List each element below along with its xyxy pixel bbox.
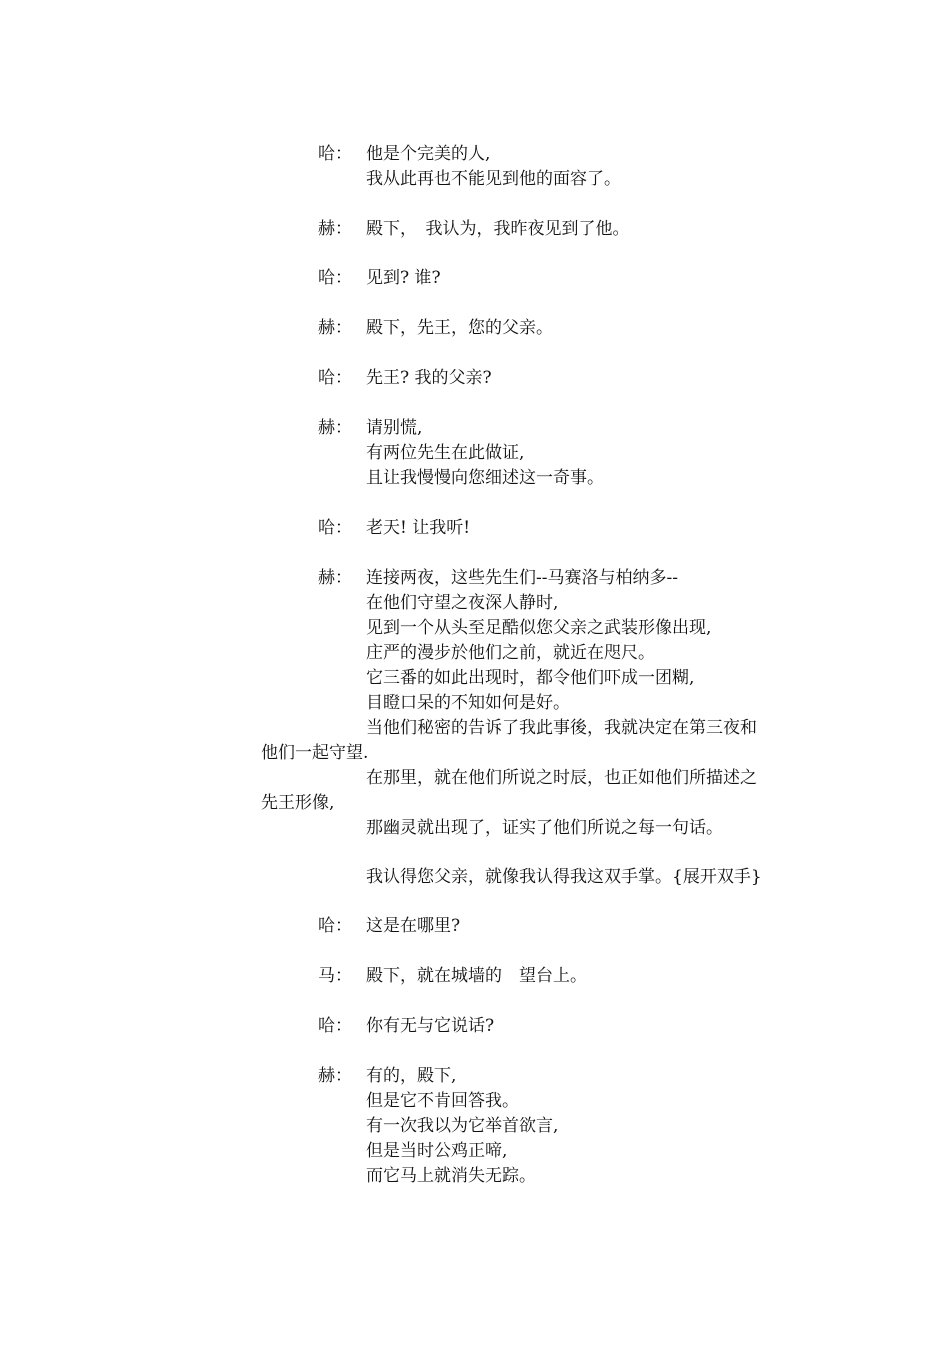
speaker-label: 哈： bbox=[318, 368, 352, 388]
dialogue-line: 殿下，先王，您的父亲。 bbox=[366, 318, 553, 338]
dialogue-line: 但是当时公鸡正啼, bbox=[366, 1141, 508, 1161]
speaker-label: 哈： bbox=[318, 916, 352, 936]
dialogue-line: 老天! 让我听! bbox=[366, 518, 471, 538]
dialogue-line: 有一次我以为它举首欲言, bbox=[366, 1116, 559, 1136]
dialogue-line: 见到? 谁? bbox=[366, 268, 441, 288]
speaker-label: 哈： bbox=[318, 144, 352, 164]
dialogue-line: 殿下，就在城墙的 望台上。 bbox=[366, 966, 587, 986]
dialogue-line-wrapped: 先王形像, bbox=[261, 793, 335, 813]
dialogue-line: 那幽灵就出现了，证实了他们所说之每一句话。 bbox=[366, 818, 723, 838]
speaker-label: 哈： bbox=[318, 1016, 352, 1036]
speaker-label: 马： bbox=[318, 966, 352, 986]
dialogue-line: 先王? 我的父亲? bbox=[366, 368, 492, 388]
dialogue-line-wrapped: 他们一起守望. bbox=[261, 743, 369, 763]
speaker-label: 赫： bbox=[318, 568, 352, 588]
dialogue-line: 他是个完美的人, bbox=[366, 144, 491, 164]
dialogue-line: 有的，殿下, bbox=[366, 1066, 457, 1086]
speaker-label: 哈： bbox=[318, 518, 352, 538]
dialogue-line: 你有无与它说话? bbox=[366, 1016, 495, 1036]
dialogue-line: 这是在哪里? bbox=[366, 916, 461, 936]
dialogue-line: 我从此再也不能见到他的面容了。 bbox=[366, 169, 621, 189]
dialogue-line: 有两位先生在此做证, bbox=[366, 443, 525, 463]
dialogue-line: 且让我慢慢向您细述这一奇事。 bbox=[366, 468, 604, 488]
dialogue-line: 殿下， 我认为，我昨夜见到了他。 bbox=[366, 219, 630, 239]
dialogue-line: 但是它不肯回答我。 bbox=[366, 1091, 519, 1111]
dialogue-line: 请别慌, bbox=[366, 418, 423, 438]
speaker-label: 哈： bbox=[318, 268, 352, 288]
speaker-label: 赫： bbox=[318, 318, 352, 338]
dialogue-line: 在那里，就在他们所说之时辰，也正如他们所描述之 bbox=[366, 768, 757, 788]
dialogue-line: 而它马上就消失无踪。 bbox=[366, 1166, 536, 1186]
dialogue-line: 在他们守望之夜深人静时, bbox=[366, 593, 559, 613]
dialogue-line: 庄严的漫步於他们之前，就近在咫尺。 bbox=[366, 643, 655, 663]
speaker-label: 赫： bbox=[318, 418, 352, 438]
dialogue-line: 当他们秘密的告诉了我此事後，我就决定在第三夜和 bbox=[366, 718, 757, 738]
dialogue-line: 我认得您父亲，就像我认得我这双手掌。{展开双手} bbox=[366, 867, 762, 887]
dialogue-line: 它三番的如此出现时，都令他们吓成一团糊, bbox=[366, 668, 695, 688]
dialogue-line: 目瞪口呆的不知如何是好。 bbox=[366, 693, 570, 713]
dialogue-line: 连接两夜，这些先生们--马赛洛与柏纳多-- bbox=[366, 568, 678, 588]
dialogue-line: 见到一个从头至足酷似您父亲之武装形像出现, bbox=[366, 618, 712, 638]
speaker-label: 赫： bbox=[318, 219, 352, 239]
speaker-label: 赫： bbox=[318, 1066, 352, 1086]
